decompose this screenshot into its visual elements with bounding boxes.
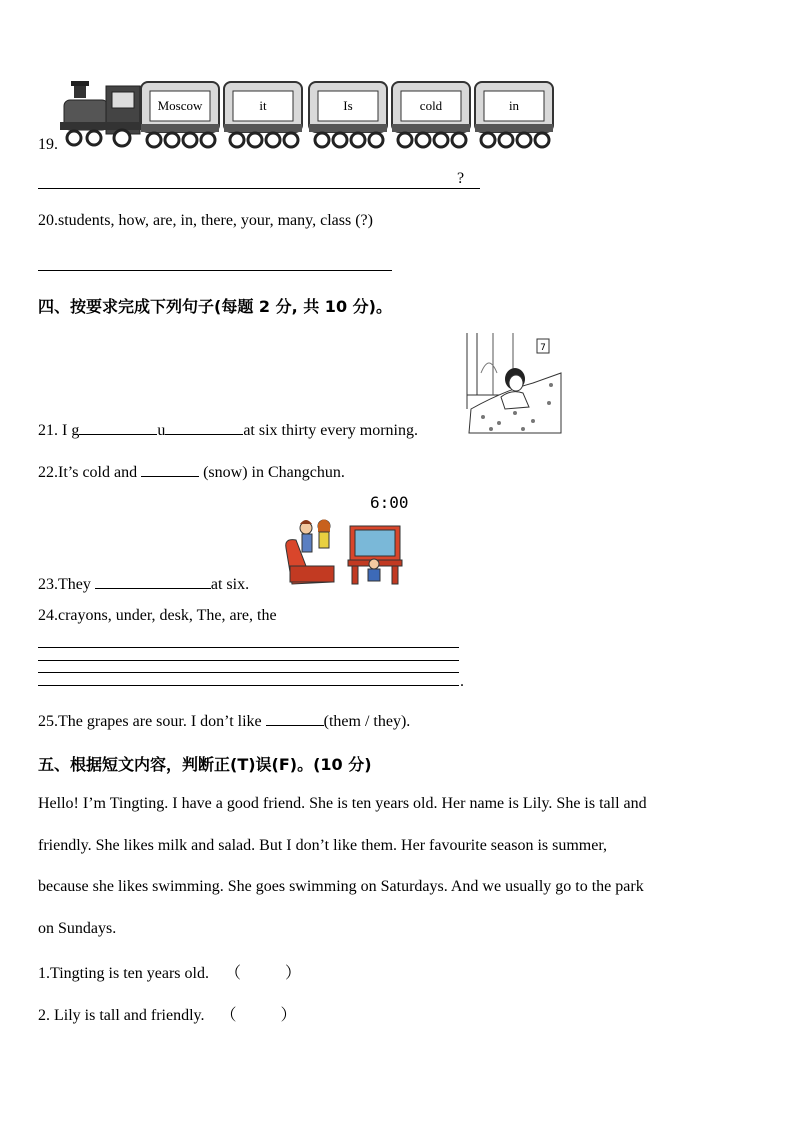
time-label: 6:00 xyxy=(370,493,409,512)
train-word: cold xyxy=(419,98,443,113)
answer-line-24-4[interactable] xyxy=(38,685,459,686)
answer-line-19[interactable] xyxy=(38,188,480,189)
tf-statement: 1.Tingting is ten years old. xyxy=(38,965,209,982)
question-25 xyxy=(38,711,410,731)
question-20-text: 20.students, how, are, in, there, your, many, class (?) xyxy=(38,212,373,229)
question-23-suffix: at six. xyxy=(210,576,250,593)
question-24-period: . xyxy=(460,673,464,690)
blank-23[interactable] xyxy=(95,574,211,589)
boy-in-bed-picture xyxy=(463,333,563,437)
train-car-4 xyxy=(391,80,471,152)
section-4-heading: 四、按要求完成下列句子(每题 2 分, 共 10 分)。 xyxy=(38,297,392,316)
train-word: in xyxy=(508,98,520,113)
tf-statement: 2. Lily is tall and friendly. xyxy=(38,1007,205,1024)
section-5-heading: 五、根据短文内容，判断正(T)误(F)。(10 分) xyxy=(38,755,372,774)
train-car-body xyxy=(140,80,220,152)
train-car-5 xyxy=(474,80,554,152)
train-car-2 xyxy=(223,80,303,152)
train-word: Is xyxy=(343,98,353,113)
train-car-body xyxy=(223,80,303,152)
passage-line: on Sundays. xyxy=(38,919,117,937)
tf-answer-box[interactable]: （ ） xyxy=(220,1007,297,1024)
blank-22[interactable] xyxy=(141,462,199,477)
answer-line-20[interactable] xyxy=(38,270,392,271)
train-car-3 xyxy=(308,80,388,152)
question-mark: ? xyxy=(457,170,465,187)
tf-item-1 xyxy=(38,960,301,983)
train-car-body xyxy=(474,80,554,152)
question-23 xyxy=(38,574,249,594)
question-21-prefix: 21. I g xyxy=(38,422,80,439)
question-25-prefix: 25.The grapes are sour. I don’t like xyxy=(38,713,262,730)
train-word: Moscow xyxy=(157,98,203,113)
question-21-mid: u xyxy=(157,422,166,439)
locomotive-icon xyxy=(60,81,142,146)
question-23-prefix: 23.They xyxy=(38,576,91,593)
answer-line-24-1[interactable] xyxy=(38,647,459,648)
question-21 xyxy=(38,420,418,440)
question-22 xyxy=(38,462,345,482)
train-car-body xyxy=(391,80,471,152)
question-25-suffix: (them / they). xyxy=(323,713,411,730)
question-21-suffix: at six thirty every morning. xyxy=(243,422,418,439)
train-cars xyxy=(140,80,560,152)
passage-line: because she likes swimming. She goes swimming on Saturdays. And we usually go to the park xyxy=(38,878,644,895)
reading-passage xyxy=(38,783,758,949)
question-19-number: 19. xyxy=(38,136,58,153)
question-22-prefix: 22.It’s cold and xyxy=(38,464,138,481)
train-car-body xyxy=(308,80,388,152)
tf-item-2 xyxy=(38,1002,297,1025)
blank-21-b[interactable] xyxy=(165,420,243,435)
blank-21-a[interactable] xyxy=(79,420,157,435)
question-22-suffix: (snow) in Changchun. xyxy=(203,464,345,481)
question-24-text: 24.crayons, under, desk, The, are, the xyxy=(38,607,277,624)
calendar-tag: 7 xyxy=(540,343,546,353)
tf-answer-box[interactable]: （ ） xyxy=(224,965,301,982)
family-watching-tv-picture xyxy=(282,518,406,588)
passage-line: Hello! I’m Tingting. I have a good friend. She is ten years old. Her name is Lily. She is tall and xyxy=(38,795,647,812)
passage-line: friendly. She likes milk and salad. But I don’t like them. Her favourite season is summer, xyxy=(38,836,608,854)
answer-line-24-2[interactable] xyxy=(38,660,459,661)
train-word: it xyxy=(259,98,267,113)
blank-25[interactable] xyxy=(266,711,324,726)
train-car-1 xyxy=(140,80,220,152)
answer-line-24-3[interactable] xyxy=(38,672,459,673)
